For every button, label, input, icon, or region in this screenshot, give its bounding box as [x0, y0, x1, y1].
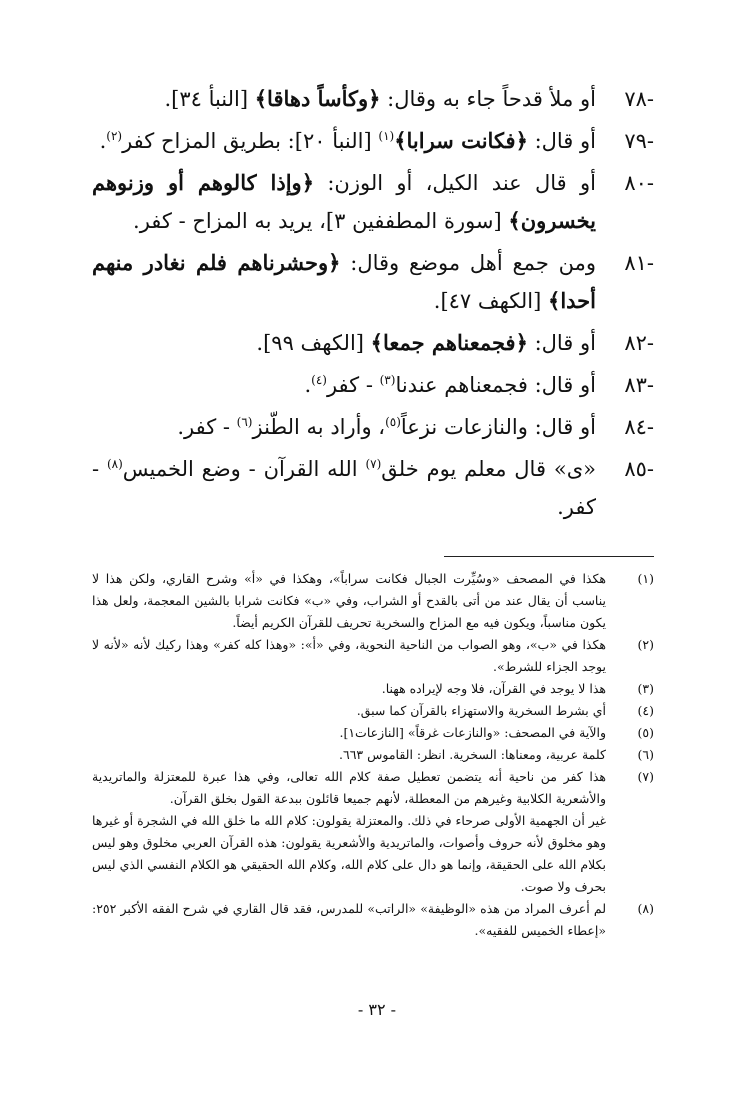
- footnote-text: هذا كفر من ناحية أنه يتضمن تعطيل صفة كلام الله تعالى، وفي هذا عبرة للمعتزلة والماتريدية والأشعرية الكلابية وغيرهم من المعطلة، لأنهم جميعا قائلون ببدعة القول بخلق القرآن.: [92, 769, 606, 806]
- item: [92, 408, 654, 446]
- item: [92, 366, 654, 404]
- footnotes: [92, 568, 654, 942]
- quran-quote: ﴿وكأساً دهاقا﴾: [254, 86, 381, 111]
- text-run: .: [99, 129, 107, 153]
- text-run: [النبأ ٣٤].: [164, 87, 255, 111]
- text-run: أو قال عند الكيل، أو الوزن:: [314, 171, 596, 195]
- footnote-number: (٧): [637, 769, 654, 784]
- footnote-ref: (١): [378, 129, 395, 143]
- footnote-separator: [444, 556, 654, 557]
- footnote: [92, 744, 654, 766]
- item-number: -٧٩: [624, 129, 654, 153]
- item: [92, 164, 654, 240]
- item-text: [92, 450, 596, 526]
- text-run: «ى» قال معلم يوم خلق: [381, 457, 596, 481]
- text-run: أو قال: فجمعناهم عندنا: [395, 373, 596, 397]
- text-run: [سورة المطففين ٣]، يريد به المزاح - كفر.: [133, 209, 509, 233]
- item-text: [92, 408, 596, 446]
- footnote-ref: (٢): [106, 129, 123, 143]
- item-text: [92, 324, 596, 362]
- quran-quote: ﴿فكانت سرابا﴾: [394, 128, 528, 153]
- footnote-ref: (٣): [379, 373, 396, 387]
- footnote-text: كلمة عربية، ومعناها: السخرية. انظر: القاموس ٦٦٣.: [339, 747, 606, 762]
- footnote: [92, 634, 654, 678]
- quran-quote: ﴿وإذا كالوهم أو وزنوهم يخسرون﴾: [92, 170, 596, 233]
- footnote-text: هكذا في المصحف «وسُيِّرت الجبال فكانت سراباً»، وهكذا في «أ» وشرح القاري، ولكن هذا لا يناسب أن يقال عند من أتى بالقدح أو الشراب، وفي «ب» فكانت شرابا بالشين المعجمة، ولعل هذا يكون مناسباً، ويكون فيه مع المزاح والسخرية تحريف للقرآن الكريم أيضاً.: [92, 571, 606, 630]
- footnote-text: أي بشرط السخرية والاستهزاء بالقرآن كما سبق.: [356, 703, 606, 718]
- footnote-number: (٥): [637, 725, 654, 740]
- item-text: [92, 244, 596, 320]
- item: [92, 122, 654, 160]
- footnote-text: لم أعرف المراد من هذه «الوظيفة» «الراتب» للمدرس، فقد قال القاري في شرح الفقه الأكبر ٢٥٢: «إعطاء الخميس للفقيه».: [92, 901, 606, 938]
- footnote: [92, 766, 654, 810]
- text-run: ، وأراد به الطّنز: [252, 415, 386, 439]
- text-run: أو قال:: [527, 129, 596, 153]
- footnote: [92, 898, 654, 942]
- text-run: الله القرآن - وضع الخميس: [122, 457, 366, 481]
- footnote-ref: (٥): [385, 415, 401, 429]
- footnote-number: (٢): [637, 637, 654, 652]
- item: [92, 244, 654, 320]
- footnote-text: غير أن الجهمية الأولى صرحاء في ذلك. والمعتزلة يقولون: كلام الله ما خلق الله في الشجرة أو غيرها وهو مخلوق لأنه حروف وأصوات، والماتريدية والأشعرية يقولون: هذه القرآن العربي مخلوق وهو ليس بكلام الله على الحقيقة، وإنما هو دال على كلام الله، وكلام الله الحقيقي هو الكلام النفسي الذي ليس بحرف ولا صوت.: [92, 813, 606, 894]
- text-run: [الكهف ٤٧].: [433, 289, 549, 313]
- footnote-number: (٦): [637, 747, 654, 762]
- footnote: [92, 678, 654, 700]
- footnote-number: (٤): [637, 703, 654, 718]
- item-text: [92, 366, 596, 404]
- footnote-ref: (٦): [236, 415, 253, 429]
- item-text: [92, 80, 596, 118]
- item-number: -٨١: [624, 251, 654, 275]
- footnote: [92, 700, 654, 722]
- item-number: -٨٣: [624, 373, 654, 397]
- item-number: -٨٤: [624, 415, 654, 439]
- quran-quote: ﴿وحشرناهم فلم نغادر منهم أحدا﴾: [92, 250, 596, 313]
- footnote-number: (٨): [637, 901, 654, 916]
- quran-quote: ﴿فجمعناهم جمعا﴾: [370, 330, 528, 355]
- footnote: [92, 810, 654, 898]
- item-number: -٨٥: [624, 457, 654, 481]
- item: [92, 80, 654, 118]
- text-run: أو ملأ قدحاً جاء به وقال:: [380, 87, 596, 111]
- main-text: [92, 80, 654, 530]
- text-run: أو قال: والنازعات نزعاً: [400, 415, 596, 439]
- footnote-number: (٣): [637, 681, 654, 696]
- text-run: [الكهف ٩٩].: [256, 331, 371, 355]
- item-number: -٨٢: [624, 331, 654, 355]
- item-number: -٨٠: [624, 171, 654, 195]
- footnote-ref: (٨): [106, 457, 123, 471]
- text-run: - كفر.: [92, 457, 596, 519]
- text-run: أو قال:: [527, 331, 596, 355]
- footnote: [92, 568, 654, 634]
- text-run: .: [304, 373, 312, 397]
- footnote-text: والآية في المصحف: «والنازعات غرقاً» [النازعات١].: [339, 725, 606, 740]
- footnote-number: (١): [637, 571, 654, 586]
- text-run: - كفر.: [177, 415, 237, 439]
- page-number: - ٣٢ -: [357, 1000, 397, 1019]
- footnote-ref: (٧): [365, 457, 382, 471]
- footnote-text: هكذا في «ب»، وهو الصواب من الناحية النحوية، وفي «أ»: «وهذا كله كفر» وهذا ركيك لأنه «لأنه لا يوجد الجزاء للشرط».: [92, 637, 606, 674]
- footnote-text: هذا لا يوجد في القرآن، فلا وجه لإيراده ههنا.: [381, 681, 606, 696]
- item-text: [92, 164, 596, 240]
- item-text: [92, 122, 596, 160]
- item: [92, 450, 654, 526]
- footnote-ref: (٤): [311, 373, 327, 387]
- footnote: [92, 722, 654, 744]
- text-run: ومن جمع أهل موضع وقال:: [340, 251, 596, 275]
- item: [92, 324, 654, 362]
- text-run: - كفر: [326, 373, 380, 397]
- text-run: [النبأ ٢٠]: بطريق المزاح كفر: [122, 129, 379, 153]
- item-number: -٧٨: [624, 87, 654, 111]
